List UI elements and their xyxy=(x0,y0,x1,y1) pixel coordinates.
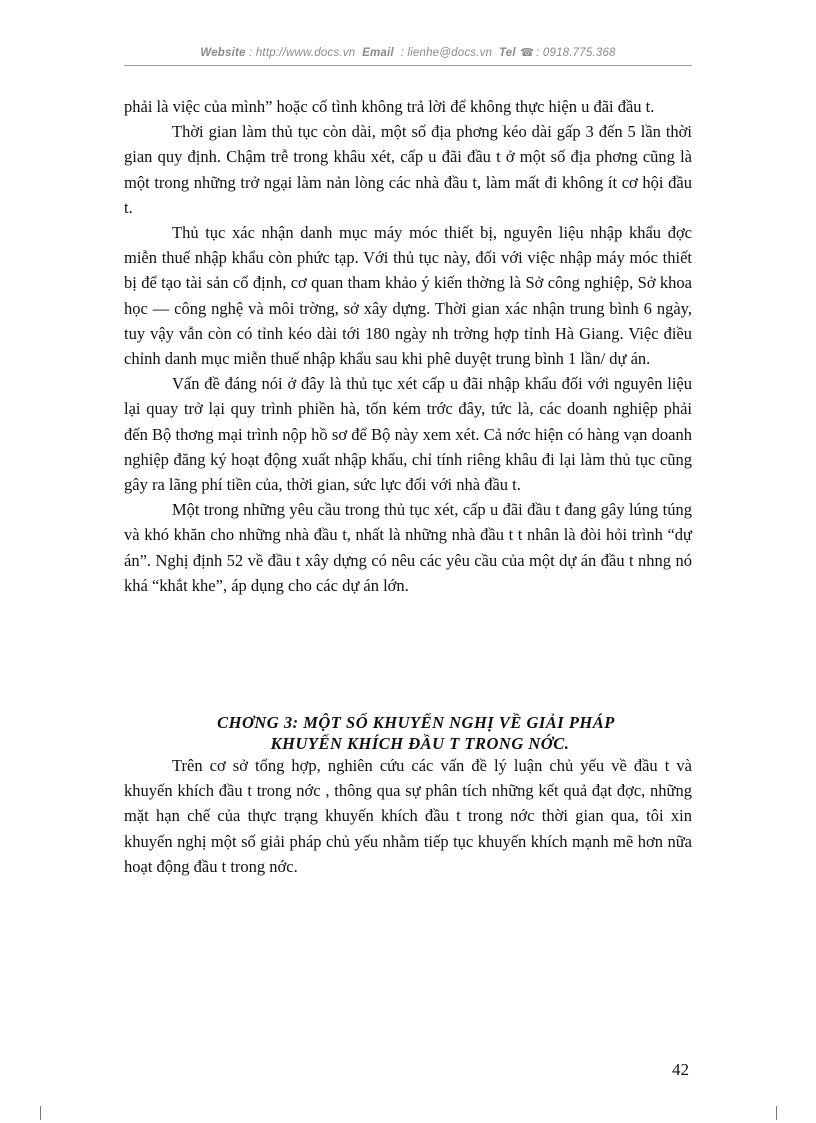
page-body xyxy=(124,94,692,879)
body-paragraph: Thủ tục xác nhận danh mục máy móc thiết bị, nguyên liệu nhập khẩu đợc miễn thuế nhập khẩu còn phức tạp. Với thủ tục này, đối với việc nhập máy móc thiết bị để tạo tài sản cố định, cơ quan tham khảo ý kiến thờng là Sở công nghiệp, Sở khoa học — công nghệ và môi trờng, sở xây dựng. Thời gian xác nhận trung bình 6 ngày, tuy vậy vẫn còn có tỉnh kéo dài tới 180 ngày nh trờng hợp tỉnh Hà Giang. Việc điều chỉnh danh mục miễn thuế nhập khẩu sau khi phê duyệt trung bình 1 lần/ dự án. xyxy=(124,223,692,369)
chapter-heading xyxy=(124,712,692,754)
page-header xyxy=(124,46,692,59)
email-label: Email xyxy=(362,47,394,59)
website-url: : http://www.docs.vn xyxy=(249,47,356,59)
telephone-icon: ☎ xyxy=(520,47,535,59)
body-paragraph: phải là việc của mình” hoặc cố tình không trả lời để không thực hiện u đãi đầu t. xyxy=(124,97,655,116)
tel-label: Tel xyxy=(498,47,516,59)
crop-mark-right xyxy=(776,1106,777,1120)
chapter-heading-line-1: CHƠNG 3: MỘT SỐ KHUYẾN NGHỊ VỀ GIẢI PHÁP xyxy=(217,713,615,733)
crop-mark-left xyxy=(40,1106,41,1120)
body-paragraph: Một trong những yêu cầu trong thủ tục xét, cấp u đãi đầu t đang gây lúng túng và khó khăn cho những nhà đầu t, nhất là những nhà đầu t t nhân là đòi hỏi trình “dự án”. Nghị định 52 về đầu t xây dựng có nêu các yêu cầu của một dự án đầu t nhng nó khá “khắt khe”, áp dụng cho các dự án lớn. xyxy=(124,500,692,595)
body-paragraph: Vấn đề đáng nói ở đây là thủ tục xét cấp u đãi nhập khẩu đối với nguyên liệu lại quay trở lại quy trình phiền hà, tốn kém trớc đây, tức là, các doanh nghiệp phải đến Bộ thơng mại trình nộp hồ sơ để Bộ này xem xét. Cả nớc hiện có hàng vạn doanh nghiệp đăng ký hoạt động xuất nhập khẩu, chỉ tính riêng khâu đi lại làm thủ tục cũng gây ra lãng phí tiền của, thời gian, sức lực đối với nhà đầu t. xyxy=(124,374,692,495)
page-number: 42 xyxy=(672,1060,689,1079)
tel-value: : 0918.775.368 xyxy=(536,47,616,59)
section-spacer xyxy=(124,598,692,712)
body-paragraph: Thời gian làm thủ tục còn dài, một số địa phơng kéo dài gấp 3 đến 5 lần thời gian quy định. Chậm trễ trong khâu xét, cấp u đãi đầu t ở một số địa phơng cũng là một trong những trở ngại làm nản lòng các nhà đầu t, làm mất đi không ít cơ hội đầu t. xyxy=(124,122,692,217)
header-divider xyxy=(124,65,692,66)
website-label: Website xyxy=(200,47,246,59)
chapter-intro-paragraph: Trên cơ sở tổng hợp, nghiên cứu các vấn đề lý luận chủ yếu về đầu t và khuyến khích đầu t trong nớc , thông qua sự phân tích những kết quả đạt đợc, những mặt hạn chế của thực trạng khuyến khích đầu t trong nớc thời gian qua, tôi xin khuyến nghị một số giải pháp chủ yếu nhằm tiếp tục khuyến khích mạnh mẽ hơn nữa hoạt động đầu t trong nớc. xyxy=(124,756,692,876)
chapter-heading-line-2: KHUYẾN KHÍCH ĐẦU T TRONG NỚC. xyxy=(270,734,570,754)
email-value: : lienhe@docs.vn xyxy=(400,47,493,59)
